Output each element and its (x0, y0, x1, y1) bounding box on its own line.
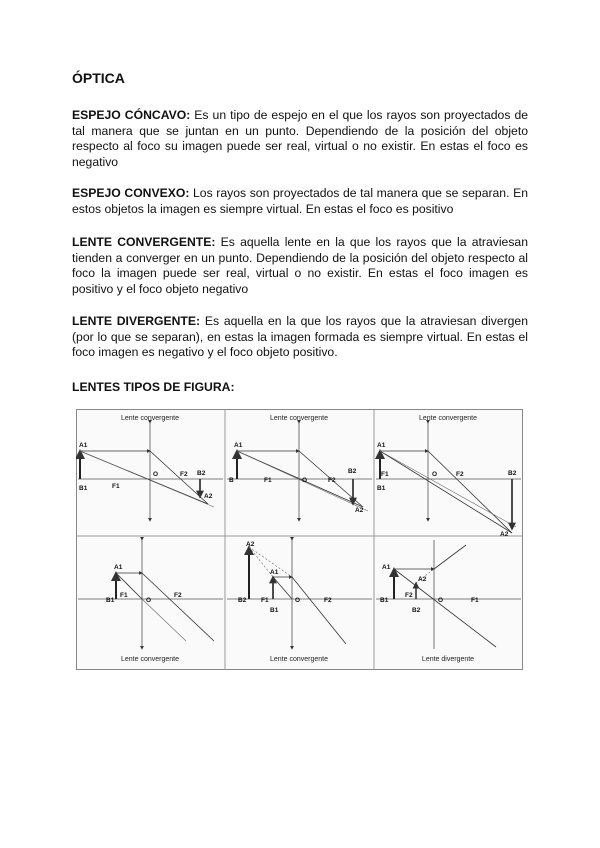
panel-1-label-a1: A1 (79, 442, 88, 449)
panel-4-label-o: O (146, 597, 152, 604)
definition-lente-convergente: Es aquella lente en la que los rayos que la atraviesan tienden a converger en un punto. Dependiendo de la posición del objeto respecto al foco la imagen puede ser real, virtual o no existir. En estas el foco imagen es positivo y el foco objeto negativo (72, 235, 528, 296)
panel-5-label-f1: F1 (261, 597, 269, 604)
panel-2-label-a1: A1 (234, 442, 243, 449)
panel-6-caption: Lente divergente (421, 656, 475, 663)
panel-1-label-b1: B1 (79, 485, 88, 492)
panel-4-label-f2: F2 (174, 592, 182, 599)
figures-heading: LENTES TIPOS DE FIGURA: (72, 380, 235, 394)
panel-5-label-a1: A1 (270, 569, 279, 576)
panel-3-label-f2: F2 (456, 471, 464, 478)
panel-6-label-a1: A1 (382, 564, 391, 571)
section-espejo-convexo (72, 186, 528, 217)
panel-2-caption: Lente convergente (270, 415, 328, 422)
panel-1-label-f1: F1 (112, 483, 120, 490)
section-lente-convergente (72, 235, 528, 297)
panel-6-label-f2: F2 (405, 592, 413, 599)
panel-3-label-a1: A1 (377, 442, 386, 449)
panel-1-label-o: O (153, 471, 159, 478)
panel-4-label-b1: B1 (106, 597, 115, 604)
panel-2-label-b: B (229, 477, 234, 484)
term-lente-divergente: LENTE DIVERGENTE: (72, 314, 201, 328)
panel-1-label-a2: A2 (204, 493, 213, 500)
term-espejo-convexo: ESPEJO CONVEXO: (72, 186, 190, 200)
panel-5-caption: Lente convergente (270, 656, 328, 663)
panel-5-label-o: O (295, 597, 301, 604)
panel-2-label-a2: A2 (355, 507, 364, 514)
panel-3-label-f1: F1 (381, 471, 389, 478)
panel-6-label-o: O (438, 597, 444, 604)
lens-diagrams-svg (76, 409, 523, 670)
definition-lente-divergente: Es aquella en la que los rayos que la atraviesan divergen (por lo que se separan), en estas la imagen formada es siempre virtual. En estas el foco imagen es negativo y el foco objeto positivo. (72, 314, 528, 359)
panel-4-caption: Lente convergente (121, 656, 179, 663)
panel-3-label-a2: A2 (500, 531, 509, 538)
term-espejo-concavo: ESPEJO CÓNCAVO: (72, 108, 191, 122)
panel-4-label-f1: F1 (120, 592, 128, 599)
panel-3-caption: Lente convergente (419, 415, 477, 422)
panel-2-label-f2: F2 (328, 477, 336, 484)
panel-6-label-f1: F1 (471, 597, 479, 604)
lens-diagrams-figure (76, 409, 523, 670)
section-lente-divergente (72, 314, 528, 361)
panel-5-label-a2: A2 (246, 541, 255, 548)
panel-5-label-b2: B2 (238, 597, 247, 604)
definition-espejo-convexo: Los rayos son proyectados de tal manera que se separan. En estos objetos la imagen es siempre virtual. En estas el foco es positivo (72, 186, 528, 216)
panel-2-label-o: O (302, 477, 308, 484)
panel-5-label-b1: B1 (270, 607, 279, 614)
definition-espejo-concavo: Es un tipo de espejo en el que los rayos son proyectados de tal manera que se juntan en un punto. Dependiendo de la posición del objeto respecto al foco su imagen puede ser real, virtual o no existir. En estas el foco es negativo (72, 108, 529, 169)
panel-4-label-a1: A1 (114, 564, 123, 571)
panel-6-label-a2: A2 (418, 576, 427, 583)
panel-2-label-b2: B2 (348, 468, 357, 475)
panel-2-label-f1: F1 (264, 477, 272, 484)
panel-3-label-b1: B1 (377, 485, 386, 492)
panel-6-label-b2: B2 (412, 607, 421, 614)
panel-6-label-b1: B1 (380, 597, 389, 604)
panel-3-label-o: O (432, 471, 438, 478)
panel-1-label-b2: B2 (197, 470, 206, 477)
panel-5-label-f2: F2 (324, 597, 332, 604)
panel-1-caption: Lente convergente (121, 415, 179, 422)
page-title: ÓPTICA (72, 70, 125, 86)
term-lente-convergente: LENTE CONVERGENTE: (72, 235, 216, 249)
panel-1-label-f2: F2 (180, 471, 188, 478)
panel-3-label-b2: B2 (508, 470, 517, 477)
section-espejo-concavo (72, 108, 528, 170)
